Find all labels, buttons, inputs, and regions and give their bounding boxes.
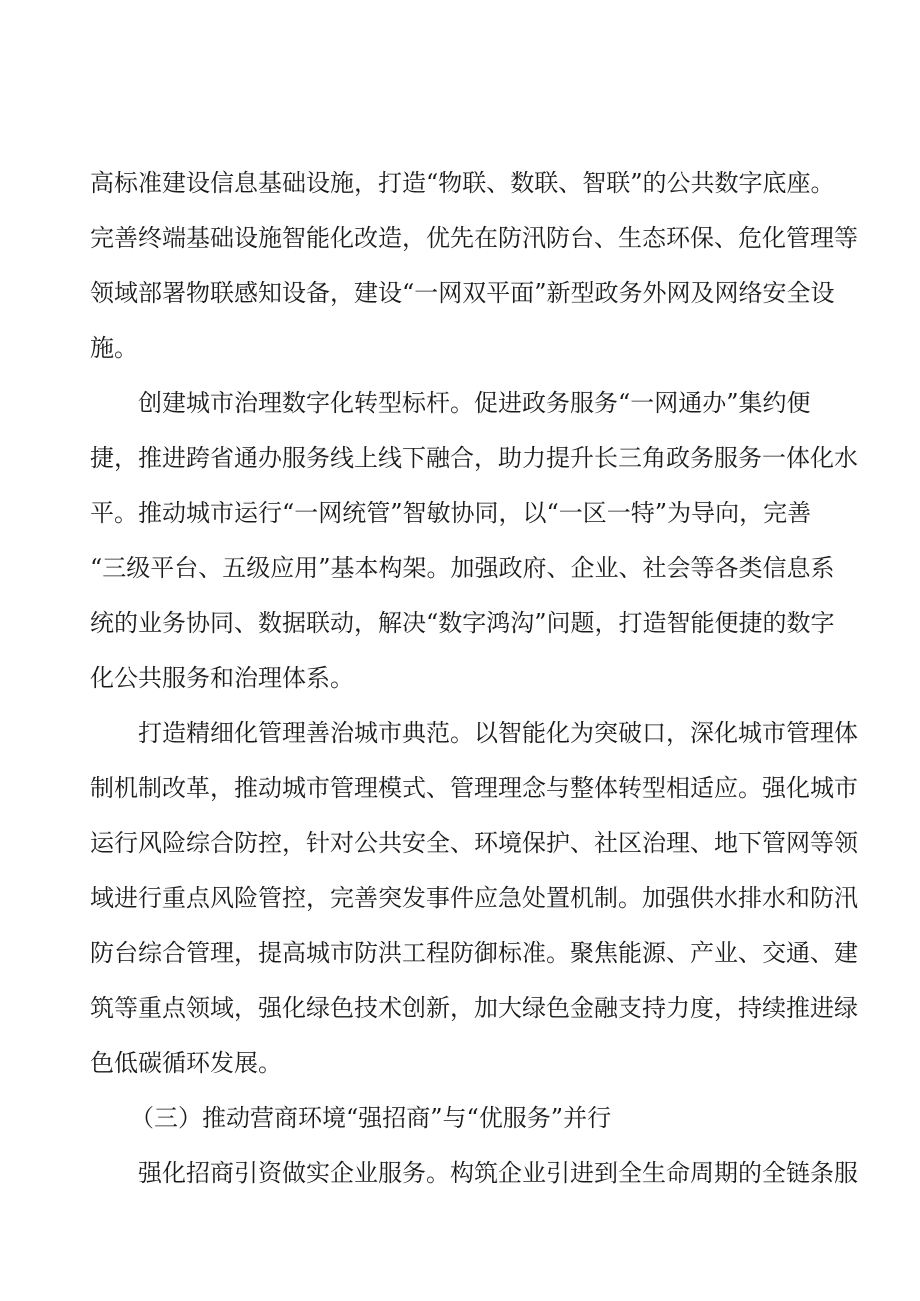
text-line: “三级平台、五级应用”基本构架。加强政府、企业、社会等各类信息系 xyxy=(90,554,835,582)
text-line: 运行风险综合防控，针对公共安全、环境保护、社区治理、地下管网等领 xyxy=(90,829,858,857)
text-line: 制机制改革，推动城市管理模式、管理理念与整体转型相适应。强化城市 xyxy=(90,774,858,802)
text-line: 平。推动城市运行“一网统管”智敏协同，以“一区一特”为导向，完善 xyxy=(90,499,812,527)
text-line: 捷，推进跨省通办服务线上线下融合，助力提升长三角政务服务一体化水 xyxy=(90,444,858,472)
text-line: 领域部署物联感知设备，建设“一网双平面”新型政务外网及网络安全设 xyxy=(90,279,835,307)
paragraph-start-line: 强化招商引资做实企业服务。构筑企业引进到全生命周期的全链条服 xyxy=(138,1159,858,1187)
text-line: 域进行重点风险管控，完善突发事件应急处置机制。加强供水排水和防汛 xyxy=(90,884,858,912)
section-heading: （三）推动营商环境“强招商”与“优服务”并行 xyxy=(130,1104,612,1132)
text-line: 化公共服务和治理体系。 xyxy=(90,664,354,692)
text-line: 统的业务协同、数据联动，解决“数字鸿沟”问题，打造智能便捷的数字 xyxy=(90,609,835,637)
paragraph-start-line: 打造精细化管理善治城市典范。以智能化为突破口，深化城市管理体 xyxy=(138,719,858,747)
paragraph-start-line: 创建城市治理数字化转型标杆。促进政务服务“一网通办”集约便 xyxy=(138,389,811,417)
text-line: 防台综合管理，提高城市防洪工程防御标准。聚焦能源、产业、交通、建 xyxy=(90,939,858,967)
text-line: 色低碳循环发展。 xyxy=(90,1049,282,1077)
text-line: 高标准建设信息基础设施，打造“物联、数联、智联”的公共数字底座。 xyxy=(90,169,835,197)
text-line: 施。 xyxy=(90,334,138,362)
text-line: 完善终端基础设施智能化改造，优先在防汛防台、生态环保、危化管理等 xyxy=(90,224,858,252)
text-line: 筑等重点领域，强化绿色技术创新，加大绿色金融支持力度，持续推进绿 xyxy=(90,994,858,1022)
